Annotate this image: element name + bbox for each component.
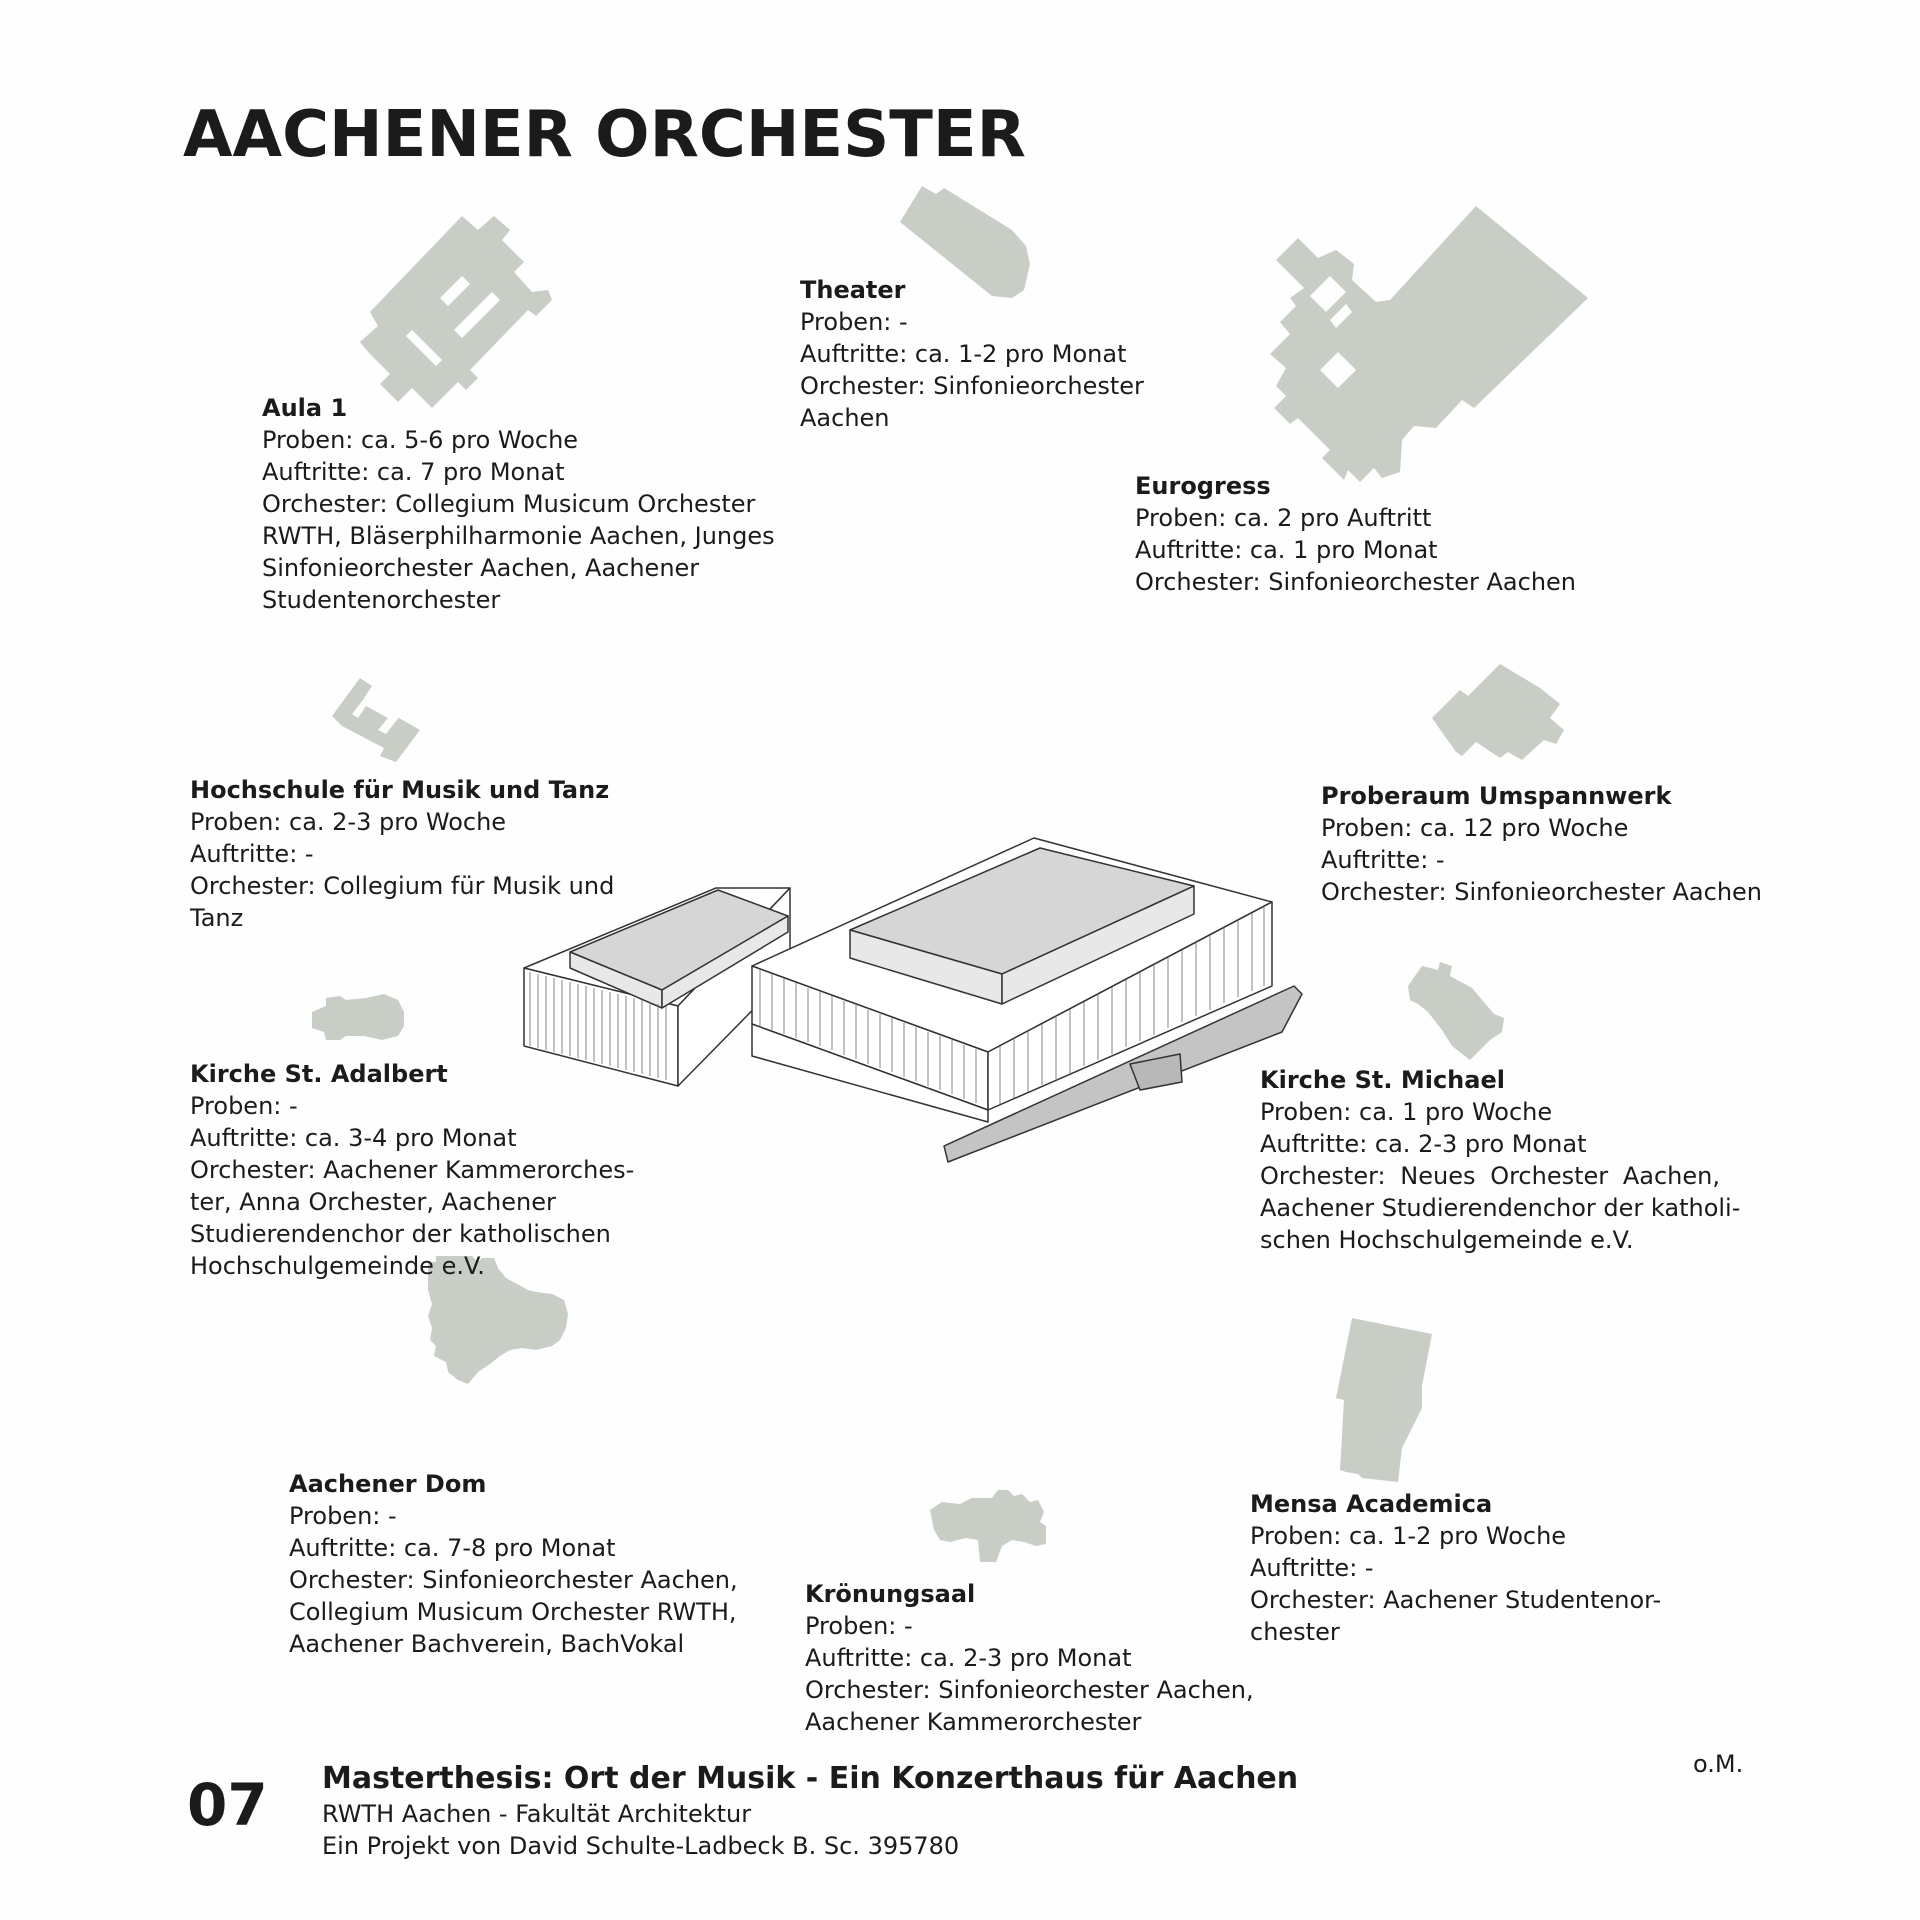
location-line: Auftritte: - — [190, 840, 314, 868]
location-line: ter, Anna Orchester, Aachener — [190, 1188, 556, 1216]
footer-author: Ein Projekt von David Schulte-Ladbeck B. Sc. 395780 — [322, 1832, 960, 1860]
location-line: Orchester: Aachener Kammerorches- — [190, 1156, 635, 1184]
location-line: Auftritte: ca. 1-2 pro Monat — [800, 340, 1127, 368]
location-theater — [800, 274, 1144, 434]
location-line: Proben: - — [289, 1502, 397, 1530]
location-line: RWTH, Bläserphilharmonie Aachen, Junges — [262, 522, 775, 550]
location-line: Proben: - — [805, 1612, 913, 1640]
location-line: Auftritte: ca. 2-3 pro Monat — [1260, 1130, 1587, 1158]
location-line: Proben: ca. 2 pro Auftritt — [1135, 504, 1432, 532]
location-name: Theater — [800, 276, 906, 304]
location-line: Auftritte: - — [1250, 1554, 1374, 1582]
location-line: Orchester: Sinfonieorchester — [800, 372, 1144, 400]
location-line: Orchester: Aachener Studentenor- — [1250, 1586, 1662, 1614]
location-line: Aachen — [800, 404, 890, 432]
location-line: Aachener Bachverein, BachVokal — [289, 1630, 685, 1658]
location-hochschule — [190, 774, 614, 934]
location-line: Auftritte: ca. 7 pro Monat — [262, 458, 565, 486]
location-line: Orchester: Neues Orchester Aachen, — [1260, 1162, 1720, 1190]
location-line: Proben: ca. 5-6 pro Woche — [262, 426, 579, 454]
location-st-michael — [1260, 1064, 1741, 1256]
location-line: chester — [1250, 1618, 1340, 1646]
location-st-adalbert — [190, 1058, 634, 1282]
page-title: AACHENER ORCHESTER — [183, 98, 1026, 172]
location-line: Proben: - — [190, 1092, 298, 1120]
location-name: Aula 1 — [262, 394, 348, 422]
location-name: Aachener Dom — [289, 1470, 487, 1498]
location-line: Proben: ca. 2-3 pro Woche — [190, 808, 507, 836]
location-line: Auftritte: ca. 1 pro Monat — [1135, 536, 1438, 564]
mensa-footprint — [1336, 1318, 1432, 1482]
location-line: Studentenorchester — [262, 586, 501, 614]
location-name: Kirche St. Adalbert — [190, 1060, 448, 1088]
eurogress-footprint — [1270, 206, 1588, 482]
location-line: Studierendenchor der katholischen — [190, 1220, 611, 1248]
credit-note: o.M. — [1693, 1750, 1744, 1778]
location-kroenungsaal — [805, 1578, 1254, 1738]
location-aula-1 — [262, 392, 775, 616]
location-line: Orchester: Sinfonieorchester Aachen, — [805, 1676, 1254, 1704]
location-line: Orchester: Sinfonieorchester Aachen, — [289, 1566, 738, 1594]
adalbert-footprint — [312, 994, 404, 1040]
location-line: Orchester: Collegium Musicum Orchester — [262, 490, 756, 518]
location-line: Hochschulgemeinde e.V. — [190, 1252, 485, 1280]
michael-footprint — [1408, 962, 1504, 1060]
location-line: Orchester: Collegium für Musik und — [190, 872, 615, 900]
location-dom — [289, 1468, 738, 1660]
concert-hall-model — [524, 838, 1302, 1162]
location-name: Kirche St. Michael — [1260, 1066, 1505, 1094]
location-line: Proben: - — [800, 308, 908, 336]
location-line: Auftritte: ca. 3-4 pro Monat — [190, 1124, 517, 1152]
location-line: Sinfonieorchester Aachen, Aachener — [262, 554, 700, 582]
location-line: Auftritte: ca. 2-3 pro Monat — [805, 1644, 1132, 1672]
location-line: schen Hochschulgemeinde e.V. — [1260, 1226, 1634, 1254]
kroenungsaal-footprint — [930, 1490, 1046, 1562]
location-line: Orchester: Sinfonieorchester Aachen — [1135, 568, 1577, 596]
location-line: Aachener Studierendenchor der katholi- — [1260, 1194, 1741, 1222]
location-name: Eurogress — [1135, 472, 1271, 500]
location-name: Proberaum Umspannwerk — [1321, 782, 1672, 810]
umspannwerk-footprint — [1432, 664, 1564, 760]
location-line: Orchester: Sinfonieorchester Aachen — [1321, 878, 1763, 906]
aula-footprint — [360, 216, 552, 408]
footer — [322, 1760, 1298, 1862]
location-name: Krönungsaal — [805, 1580, 976, 1608]
location-line: Proben: ca. 1 pro Woche — [1260, 1098, 1553, 1126]
hochschule-footprint — [332, 678, 420, 762]
location-line: Auftritte: ca. 7-8 pro Monat — [289, 1534, 616, 1562]
location-name: Hochschule für Musik und Tanz — [190, 776, 610, 804]
footer-subtitle: RWTH Aachen - Fakultät Architektur — [322, 1800, 752, 1828]
location-umspannwerk — [1321, 780, 1762, 908]
location-line: Aachener Kammerorchester — [805, 1708, 1142, 1736]
location-mensa — [1250, 1488, 1661, 1648]
location-line: Proben: ca. 1-2 pro Woche — [1250, 1522, 1567, 1550]
location-line: Collegium Musicum Orchester RWTH, — [289, 1598, 737, 1626]
location-name: Mensa Academica — [1250, 1490, 1493, 1518]
footer-title: Masterthesis: Ort der Musik - Ein Konzerthaus für Aachen — [322, 1761, 1299, 1796]
location-line: Auftritte: - — [1321, 846, 1445, 874]
location-line: Proben: ca. 12 pro Woche — [1321, 814, 1629, 842]
location-line: Tanz — [190, 904, 244, 932]
page-number: 07 — [187, 1771, 268, 1839]
location-eurogress — [1135, 470, 1576, 598]
